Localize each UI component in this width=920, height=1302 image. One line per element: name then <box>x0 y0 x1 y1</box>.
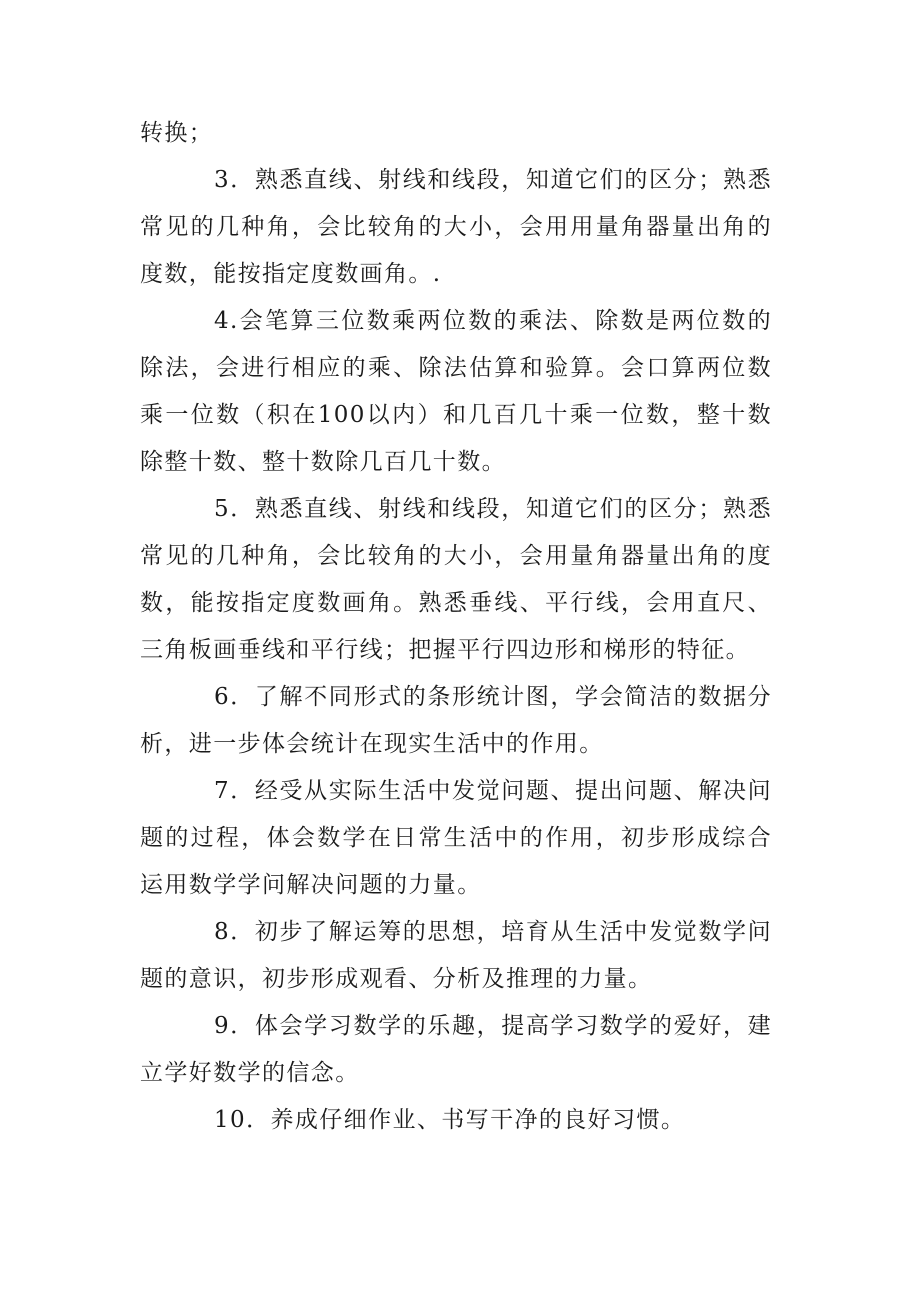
paragraph-item-7: 7．经受从实际生活中发觉问题、提出问题、解决问题的过程，体会数学在日常生活中的作用，初步形成综合运用数学学问解决问题的力量。 <box>140 778 772 898</box>
paragraph-item-5: 5．熟悉直线、射线和线段，知道它们的区分；熟悉常见的几种角，会比较角的大小，会用量角器量出角的度数，能按指定度数画角。熟悉垂线、平行线，会用直尺、三角板画垂线和平行线；把握平行四边形和梯形的特征。 <box>140 496 772 663</box>
paragraph-item-10: 10．养成仔细作业、书写干净的良好习惯。 <box>214 1107 686 1133</box>
paragraph-continuation: 转换； <box>140 120 214 146</box>
document-body <box>140 110 772 1144</box>
paragraph-item-6: 6．了解不同形式的条形统计图，学会简洁的数据分析，进一步体会统计在现实生活中的作用。 <box>140 684 772 757</box>
paragraph-item-9: 9．体会学习数学的乐趣，提高学习数学的爱好，建立学好数学的信念。 <box>140 1013 772 1086</box>
paragraph-item-3: 3．熟悉直线、射线和线段，知道它们的区分；熟悉常见的几种角，会比较角的大小，会用用量角器量出角的度数，能按指定度数画角。. <box>140 167 772 287</box>
paragraph-item-4: 4.会笔算三位数乘两位数的乘法、除数是两位数的除法，会进行相应的乘、除法估算和验算。会口算两位数乘一位数（积在100以内）和几百几十乘一位数，整十数除整十数、整十数除几百几十数。 <box>140 308 772 475</box>
paragraph-item-8: 8．初步了解运筹的思想，培育从生活中发觉数学问题的意识，初步形成观看、分析及推理的力量。 <box>140 919 772 992</box>
